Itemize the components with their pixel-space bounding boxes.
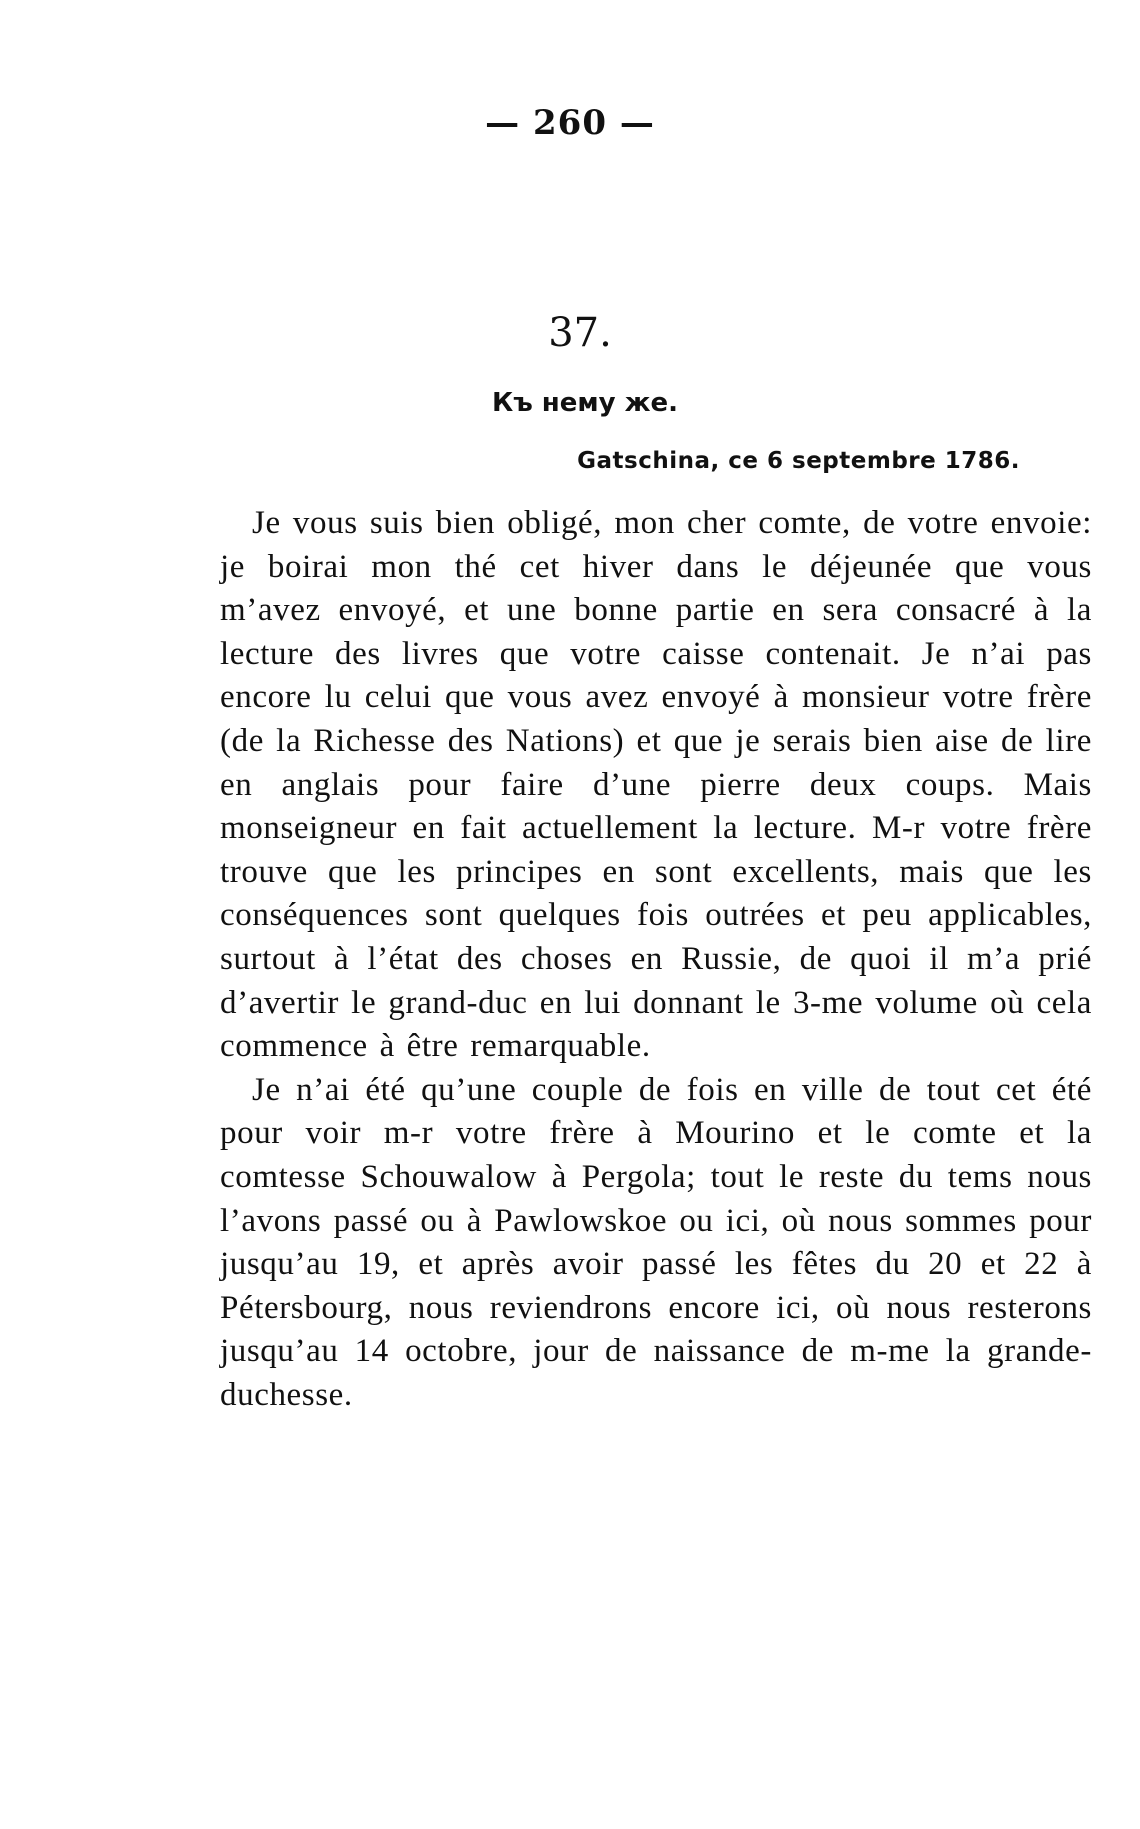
letter-dateline: Gatschina, ce 6 septembre 1786. [577,448,1020,474]
letter-body [220,502,1092,1417]
paragraph-2: Je n’ai été qu’une couple de fois en ville de tout cet été pour voir m-r votre frère à Mourino et le comte et la comtesse Schouwalow à Pergola; tout le reste du tems nous l’avons passé ou à Pawlowskoe ou ici, où nous sommes pour jusqu’au 19, et après avoir passé les fêtes du 20 et 22 à Pétersbourg, nous reviendrons encore ici, où nous resterons jusqu’au 14 octobre, jour de naissance de m-me la grande-duchesse. [220,1071,1092,1413]
letter-number: 37. [548,310,612,356]
paragraph-1: Je vous suis bien obligé, mon cher comte, de votre envoie: je boirai mon thé cet hiver dans le déjeunée que vous m’avez envoyé, et une bonne partie en sera consacré à la lecture des livres que votre caisse contenait. Je n’ai pas encore lu celui que vous avez envoyé à monsieur votre frère (de la Richesse des Nations) et que je serais bien aise de lire en anglais pour faire d’une pierre deux coups. Mais monseigneur en fait actuellement la lecture. M-r votre frère trouve que les principes en sont excellents, mais que les conséquences sont quelques fois outrées et peu applicables, surtout à l’état des choses en Russie, de quoi il m’a prié d’avertir le grand-duc en lui donnant le 3-me volume où cela commence à être remarquable. [220,505,1092,1065]
page-number: — 260 — [485,103,655,143]
letter-recipient: Къ нему же. [491,388,679,418]
